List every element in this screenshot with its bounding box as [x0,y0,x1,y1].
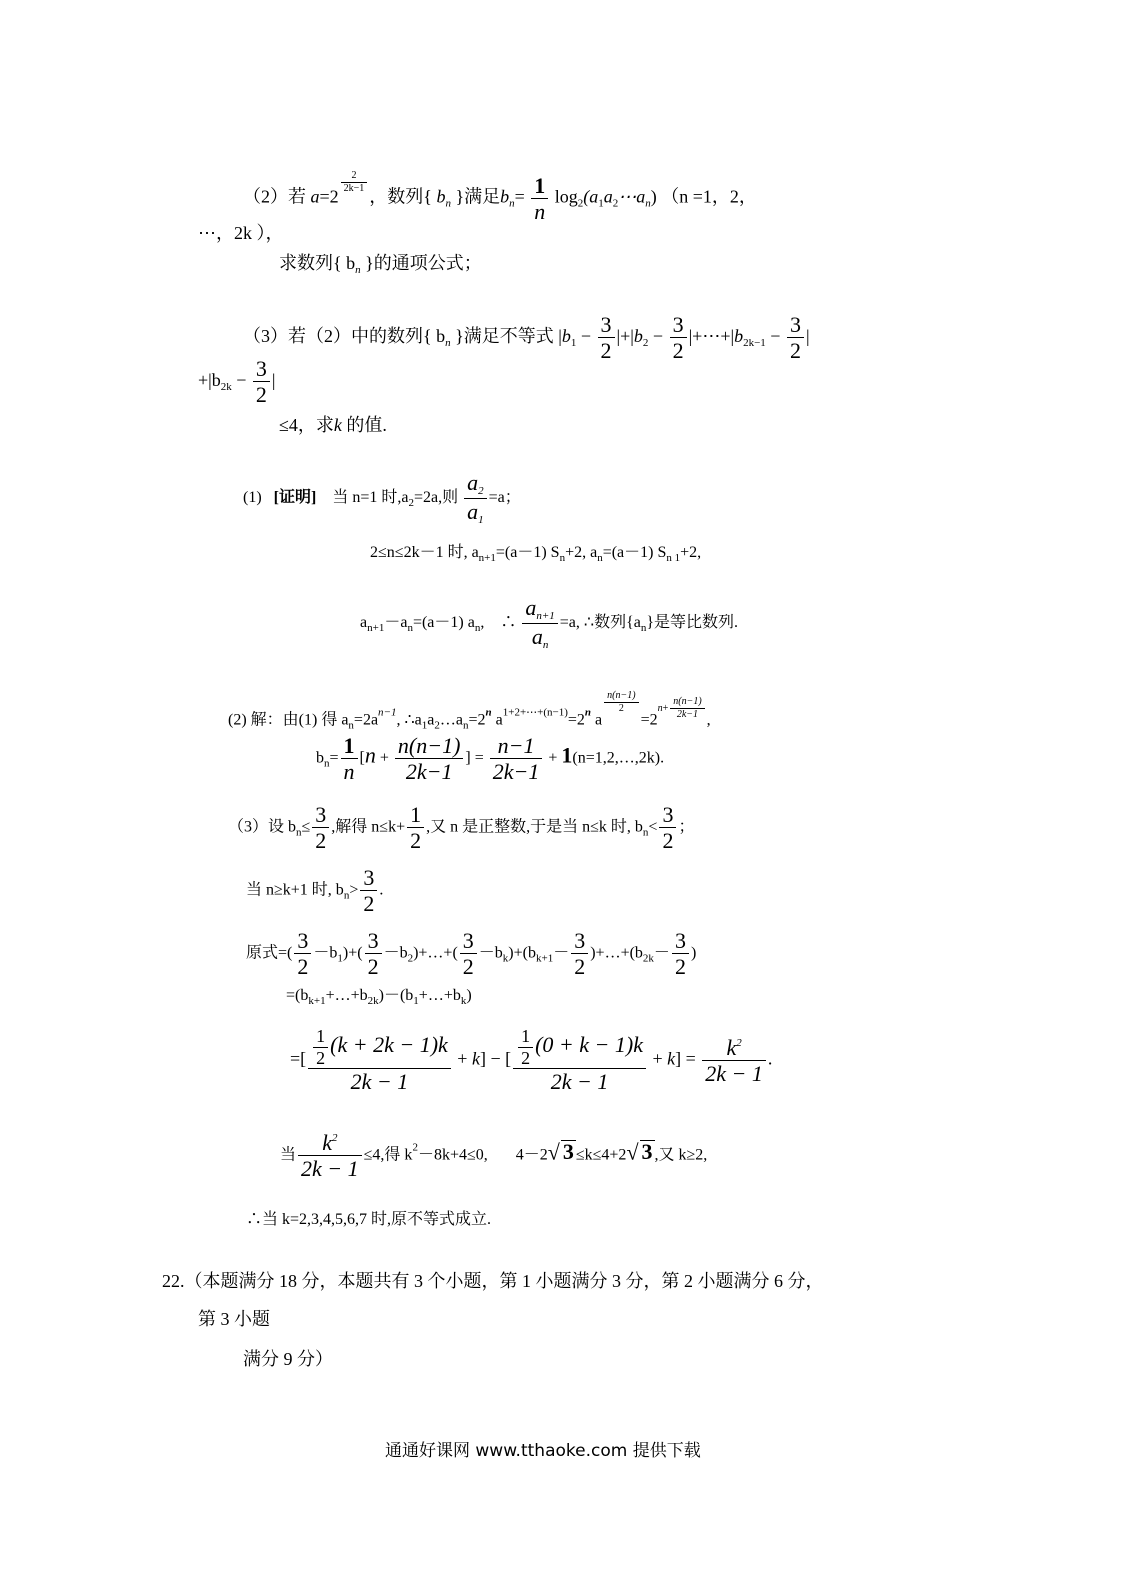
solution-3-line5: =[ $\frac{1}{2}$ (k + 2k − 1)k 2k − 1 + k] − [ $\frac{1}{2}$ (0 + k − 1)k 2k − 1 + k] = $\frac{k^2}{2k - 1}$ . [290,1026,773,1095]
solution-3-line3: 原式=( $\frac{3}{2}$ $-b_1)+$( $\frac{3}{2}$ $-b_2)+\dots+$( $\frac{3}{2}$ $-b_k)+(b_{k+1}-$ $\frac{3}{2}$ )$+\dots+(b_{2k}-$ $\frac{3}{2}$ ) [246,928,697,980]
solution-2-line1: (2) 解：由(1) 得 $a_n=2a^{n-1}$, $\therefore a_1a_2\dots a_n=2^n$ $a^{1+2+\cdots+(n-1)}=2^n$ a $\frac{n(n-1)}{2}$ $=2^{n+ \frac{n(n-1)}{2k-1}}$ , [228,690,711,732]
solution-1-line1: (1) [证明] 当 n=1 时$,a_2=2a$,则 $\frac{a_2}{a_1}$ =a； [243,470,521,526]
solution-3-line2: 当 n≥k+1 时, $b_n>$ $\frac{3}{2}$ . [246,865,384,917]
page-footer: 通通好课网 www.tthaoke.com 提供下载 [385,1441,701,1461]
solution-3-line1: （3）设 $b_n\le$ $\frac{3}{2}$ ,解得 n≤k+ $\frac{1}{2}$ ,又 n 是正整数,于是当 n≤k 时, $b_n<$ $\frac{3}{2}$ ； [228,802,695,854]
solution-1-line2: 2≤n≤2k－1 时, $a_{n+1}=(a-1)$ $S_n+2$, $a_n=(a-1)$ $S_{n 1}+2$, [370,544,702,564]
solution-2-line2: $b_n=$ $\frac{1}{n}$ [n + $\frac{n(n-1)}{2k-1}$ ] = $\frac{n-1}{2k-1}$ + 1(n=1,2,…,2k). [316,733,665,785]
question-22-line1: 22.（本题满分 18 分，本题共有 3 个小题，第 1 小题满分 3 分，第 2 小题满分 6 分， [162,1271,824,1291]
problem-3-cont: $+|b_{2k}$ − $\frac{3}{2}$ | [198,356,276,408]
problem-2-cont: ⋯，2k ）， [198,223,284,243]
solution-3-line7: ∴当 k=2,3,4,5,6,7 时,原不等式成立. [246,1211,492,1228]
problem-3-end: ≤4，求k 的值. [279,415,387,435]
solution-3-line4: $=(b_{k+1}+\dots+b_{2k})-(b_1+\dots+b_k)$ [286,987,472,1007]
solution-1-line3: $a_{n+1}-a_n=(a-1)$ $a_n$, ∴ $\frac{a_{n+1}}{a_n}$ =a, ∴数列$\{a_n\}$是等比数列. [360,595,739,651]
question-22-line2: 第 3 小题 [198,1309,270,1329]
solution-3-line6: 当 $\frac{k^2}{2k - 1}$ ≤4,得 $k^2-8k+4\le 0$, 4－2√ 3 ≤k≤4+2√ 3 ,又 k≥2, [280,1130,708,1182]
problem-2-ask: 求数列{ $b_n$ }的通项公式； [279,253,482,276]
problem-2-line: （2）若 a=2 $\frac{2}{2k-1}$ ，数列{ $b_n$ }满足$b_n=$ $\frac{1}{n}$ $\log_2(a_1a_2\cdots a_n)$ （n =1，2， [243,170,757,224]
problem-3-line: （3）若（2）中的数列{ $b_n$ }满足不等式 $|b_1$ − $\frac{3}{2}$ $|+|b_2$ − $\frac{3}{2}$ $|+\cdots+|b_{2k-1}$ − $\frac{3}{2}$ | [243,312,810,364]
question-22-line3: 满分 9 分） [243,1349,333,1369]
